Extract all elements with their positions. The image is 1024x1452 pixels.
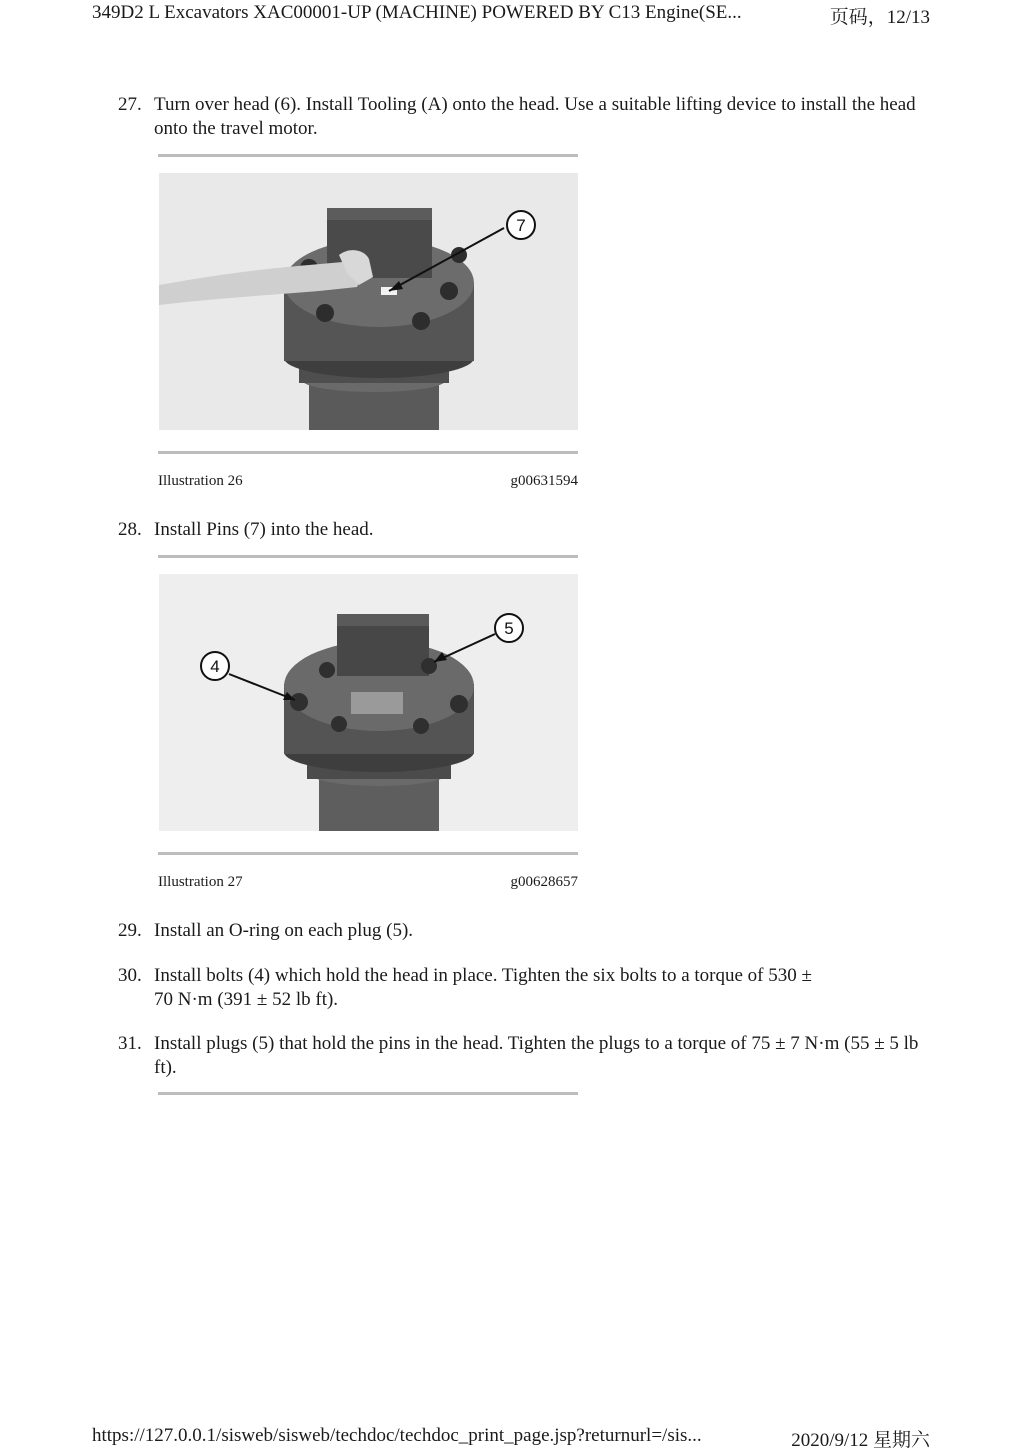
callout-5: 5	[504, 619, 514, 638]
page-url: https://127.0.0.1/sisweb/sisweb/techdoc/techdoc_print_page.jsp?returnurl=/sis...	[92, 1425, 702, 1446]
illustration-label: Illustration 26	[158, 473, 243, 489]
document-title: 349D2 L Excavators XAC00001-UP (MACHINE) POWERED BY C13 Engine(SE...	[92, 2, 742, 23]
step-number: 27.	[118, 94, 142, 115]
step-text: Install Pins (7) into the head.	[154, 519, 374, 540]
step-text: Turn over head (6). Install Tooling (A) onto the head. Use a suitable lifting device to install the head onto the travel motor.	[154, 94, 916, 139]
step-number: 29.	[118, 920, 142, 941]
illustration-26-image	[159, 173, 578, 430]
step-text: Install bolts (4) which hold the head in place. Tighten the six bolts to a torque of 530 ± 70 N·m (391 ± 52 lb ft).	[154, 965, 812, 1010]
page-number: 页码，12/13	[829, 7, 930, 28]
divider	[158, 1092, 578, 1095]
step-text: Install an O-ring on each plug (5).	[154, 920, 414, 941]
divider	[158, 451, 578, 454]
step-number: 31.	[118, 1033, 142, 1054]
divider	[158, 154, 578, 157]
illustration-code: g00628657	[510, 874, 578, 890]
illustration-code: g00631594	[510, 473, 578, 489]
callout-7: 7	[516, 216, 526, 235]
step-number: 28.	[118, 519, 142, 540]
illustration-27-image	[159, 574, 578, 831]
illustration-label: Illustration 27	[158, 874, 243, 890]
step-text: Install plugs (5) that hold the pins in the head. Tighten the plugs to a torque of 75 ± 7 N·m (55 ± 5 lb ft).	[154, 1033, 919, 1078]
print-date: 2020/9/12 星期六	[791, 1430, 930, 1451]
divider	[158, 852, 578, 855]
callout-4: 4	[210, 657, 220, 676]
divider	[158, 555, 578, 558]
step-number: 30.	[118, 965, 142, 986]
